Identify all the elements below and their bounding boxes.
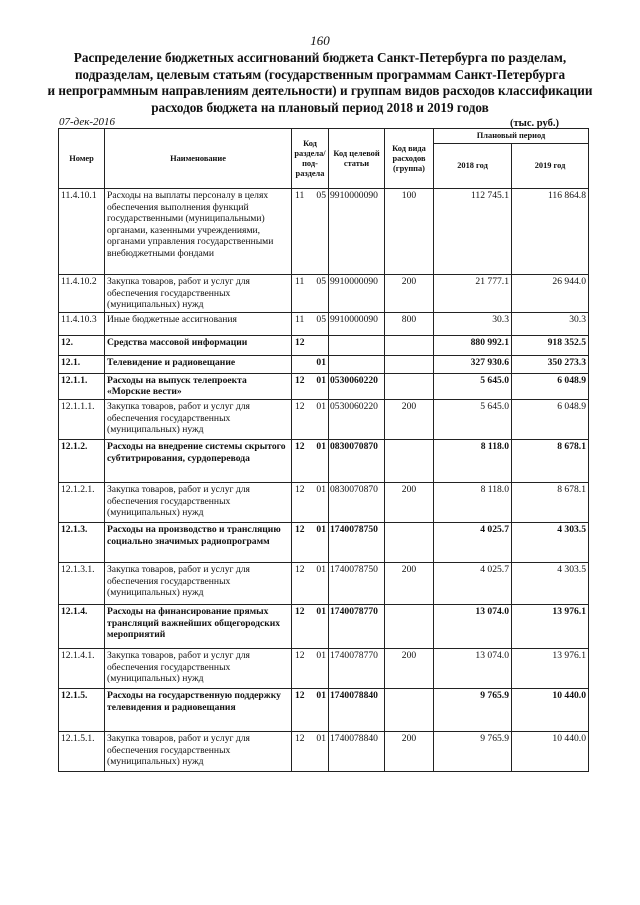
header-number: Номер [59,129,105,189]
subsection-code: 01 [316,649,326,661]
header-section-code: Код раздела/под-раздела [292,129,329,189]
row-section-code [292,562,329,604]
row-name: Закупка товаров, работ и услуг для обеспечения государственных (муниципальных) нужд [105,562,292,604]
row-expense-type: 100 [385,189,434,275]
table-row [59,355,589,373]
title-line: и непрограммным направлениям деятельности) и группам видов расходов классификации [47,83,593,98]
row-expense-type [385,373,434,399]
row-value-2019: 13 976.1 [512,648,589,688]
row-target-code: 0830070870 [329,439,385,482]
row-value-2018: 8 118.0 [434,482,512,522]
row-section-code [292,604,329,648]
title-line: расходов бюджета на плановый период 2018 и 2019 годов [151,99,489,115]
section-code: 12 [295,732,305,744]
table-row [59,604,589,648]
row-section-code [292,373,329,399]
row-expense-type [385,335,434,355]
row-number: 12.1.4. [59,604,105,648]
row-number: 12.1.3.1. [59,562,105,604]
row-value-2018: 21 777.1 [434,275,512,313]
row-section-code [292,355,329,373]
row-name: Расходы на государственную поддержку телевидения и радиовещания [105,688,292,731]
subsection-code: 01 [316,605,326,617]
budget-table [58,128,589,772]
row-target-code: 9910000090 [329,275,385,313]
row-value-2018: 9 765.9 [434,731,512,771]
units-label: (тыс. руб.) [510,118,559,129]
table-row [59,482,589,522]
row-name: Закупка товаров, работ и услуг для обеспечения государственных (муниципальных) нужд [105,482,292,522]
table-row [59,562,589,604]
row-target-code: 9910000090 [329,189,385,275]
row-target-code [329,355,385,373]
table-row [59,312,589,335]
row-expense-type [385,522,434,562]
subsection-code: 01 [316,689,326,701]
row-number: 12.1.5.1. [59,731,105,771]
row-value-2019: 350 273.3 [512,355,589,373]
section-code: 12 [295,563,305,575]
row-value-2019: 13 976.1 [512,604,589,648]
row-expense-type: 800 [385,312,434,335]
page-number: 160 [310,33,330,48]
section-code: 12 [295,374,305,386]
row-target-code: 0530060220 [329,399,385,439]
row-expense-type [385,355,434,373]
row-section-code [292,312,329,335]
section-code: 12 [295,336,305,348]
row-name: Закупка товаров, работ и услуг для обеспечения государственных (муниципальных) нужд [105,399,292,439]
row-value-2019: 6 048.9 [512,399,589,439]
row-expense-type: 200 [385,399,434,439]
row-name: Закупка товаров, работ и услуг для обеспечения государственных (муниципальных) нужд [105,648,292,688]
row-number: 12.1. [59,355,105,373]
table-row [59,335,589,355]
row-name: Расходы на производство и трансляцию социально значимых радиопрограмм [105,522,292,562]
row-target-code: 0830070870 [329,482,385,522]
row-number: 12.1.3. [59,522,105,562]
table-row [59,373,589,399]
row-number: 12.1.2.1. [59,482,105,522]
header-name: Наименование [105,129,292,189]
row-value-2019: 8 678.1 [512,439,589,482]
row-section-code [292,648,329,688]
row-value-2018: 5 645.0 [434,373,512,399]
row-value-2018: 5 645.0 [434,399,512,439]
row-expense-type [385,688,434,731]
row-value-2018: 30.3 [434,312,512,335]
subsection-code: 01 [316,374,326,386]
row-number: 12.1.1. [59,373,105,399]
row-target-code: 1740078750 [329,562,385,604]
row-section-code [292,335,329,355]
row-section-code [292,482,329,522]
row-value-2019: 4 303.5 [512,522,589,562]
subsection-code: 01 [316,523,326,535]
row-name: Расходы на выплаты персоналу в целях обеспечения выполнения функций государственными (муниципальными) органами, казенными учреждениями, органами управления государственными внебюджетными фондами [105,189,292,275]
header-target-code: Код целевой статьи [329,129,385,189]
row-target-code: 1740078840 [329,731,385,771]
row-name: Иные бюджетные ассигнования [105,312,292,335]
row-section-code [292,439,329,482]
subsection-code: 01 [316,356,326,368]
row-value-2019: 116 864.8 [512,189,589,275]
subsection-code: 01 [316,400,326,412]
section-code: 11 [295,190,305,201]
row-number: 12.1.5. [59,688,105,731]
row-expense-type [385,439,434,482]
subsection-code: 01 [316,483,326,495]
subsection-code: 01 [316,563,326,575]
header-planned-period: Плановый период [434,129,589,144]
section-code: 11 [295,313,305,325]
table-body [59,189,589,772]
table-row [59,731,589,771]
row-name: Телевидение и радиовещание [105,355,292,373]
row-section-code [292,189,329,275]
row-value-2018: 4 025.7 [434,522,512,562]
header-year-2019: 2019 год [512,144,589,189]
document-date: 07-дек-2016 [59,116,116,128]
row-name: Расходы на выпуск телепроекта «Морские вести» [105,373,292,399]
section-code: 12 [295,440,305,452]
row-number: 12.1.2. [59,439,105,482]
row-section-code [292,522,329,562]
row-value-2019: 918 352.5 [512,335,589,355]
subsection-code: 05 [316,276,326,287]
row-target-code: 1740078750 [329,522,385,562]
table-header-row [59,129,589,144]
row-name: Расходы на внедрение системы скрытого субтитрирования, сурдоперевода [105,439,292,482]
section-code: 12 [295,649,305,661]
row-value-2018: 880 992.1 [434,335,512,355]
row-number: 11.4.10.1 [59,189,105,275]
subsection-code: 05 [316,313,326,325]
row-expense-type: 200 [385,648,434,688]
row-value-2019: 10 440.0 [512,688,589,731]
row-value-2018: 13 074.0 [434,648,512,688]
row-value-2019: 8 678.1 [512,482,589,522]
row-name: Закупка товаров, работ и услуг для обеспечения государственных (муниципальных) нужд [105,275,292,313]
subsection-code: 05 [316,190,326,201]
row-name: Средства массовой информации [105,335,292,355]
row-expense-type: 200 [385,562,434,604]
row-number: 12.1.1.1. [59,399,105,439]
row-value-2018: 13 074.0 [434,604,512,648]
row-section-code [292,399,329,439]
table-row [59,275,589,313]
row-name: Расходы на финансирование прямых трансляций важнейших общегородских мероприятий [105,604,292,648]
section-code: 12 [295,523,305,535]
row-expense-type [385,604,434,648]
row-section-code [292,688,329,731]
row-value-2019: 30.3 [512,312,589,335]
table-row [59,189,589,275]
document-title [40,50,600,116]
header-expense-type-code: Код вида расходов (группа) [385,129,434,189]
row-number: 11.4.10.3 [59,312,105,335]
row-section-code [292,275,329,313]
row-value-2018: 4 025.7 [434,562,512,604]
section-code: 12 [295,400,305,412]
table-row [59,439,589,482]
row-target-code: 1740078840 [329,688,385,731]
table-row [59,522,589,562]
section-code: 12 [295,605,305,617]
section-code: 11 [295,276,305,287]
row-value-2018: 8 118.0 [434,439,512,482]
section-code: 12 [295,483,305,495]
row-section-code [292,731,329,771]
row-value-2019: 26 944.0 [512,275,589,313]
header-year-2018: 2018 год [434,144,512,189]
title-line: Распределение бюджетных ассигнований бюджета Санкт-Петербурга по разделам, [73,50,567,65]
row-target-code: 0530060220 [329,373,385,399]
row-expense-type: 200 [385,482,434,522]
title-line: подразделам, целевым статьям (государственным программам Санкт-Петербурга [74,66,566,82]
row-expense-type: 200 [385,731,434,771]
row-target-code: 9910000090 [329,312,385,335]
row-target-code: 1740078770 [329,648,385,688]
row-value-2019: 10 440.0 [512,731,589,771]
row-value-2018: 9 765.9 [434,688,512,731]
row-number: 12. [59,335,105,355]
table-row [59,399,589,439]
row-target-code: 1740078770 [329,604,385,648]
section-code: 12 [295,689,305,701]
row-expense-type: 200 [385,275,434,313]
row-number: 11.4.10.2 [59,275,105,313]
row-value-2018: 327 930.6 [434,355,512,373]
row-value-2018: 112 745.1 [434,189,512,275]
table-row [59,688,589,731]
row-value-2019: 6 048.9 [512,373,589,399]
row-number: 12.1.4.1. [59,648,105,688]
subsection-code: 01 [316,732,326,744]
subsection-code: 01 [316,440,326,452]
row-target-code [329,335,385,355]
table-row [59,648,589,688]
row-name: Закупка товаров, работ и услуг для обеспечения государственных (муниципальных) нужд [105,731,292,771]
row-value-2019: 4 303.5 [512,562,589,604]
